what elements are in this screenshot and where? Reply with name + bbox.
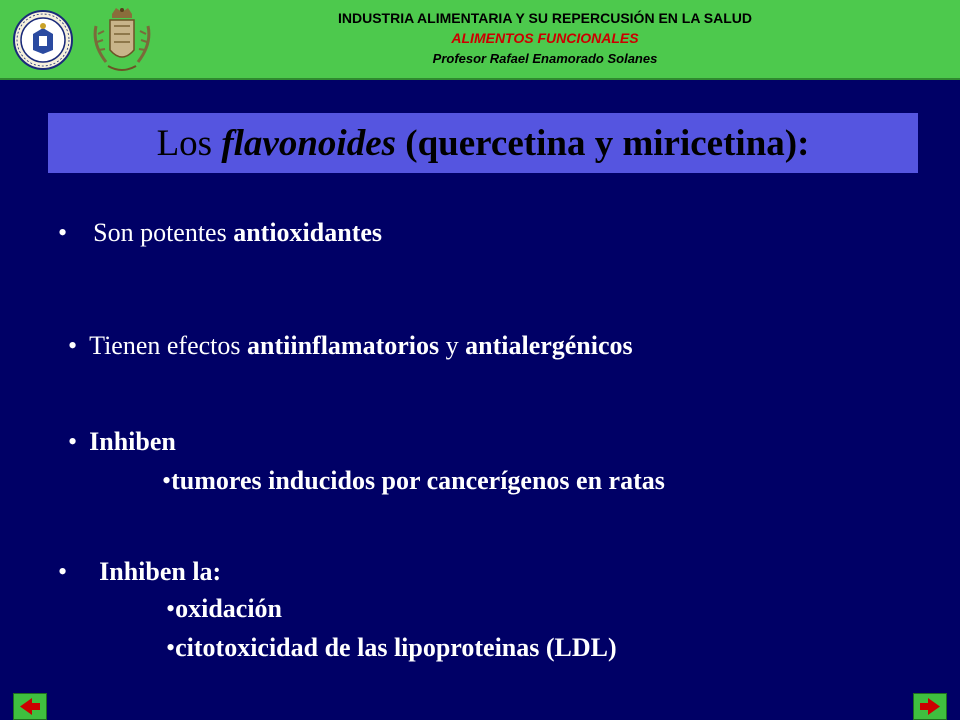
sub-bullet-citotoxicidad [166,633,617,663]
title-prefix: Los [156,123,222,164]
header-banner [0,0,960,80]
arrow-right-icon [914,694,946,719]
slide-title [48,113,918,173]
arrow-left-icon [14,694,46,719]
title-emphasis: flavonoides [221,123,397,164]
next-slide-button[interactable] [913,693,947,720]
bullet-icon: • [68,331,78,360]
bullet-item-antioxidantes [58,218,382,248]
title-band [48,113,918,173]
bullet-bold-text: antioxidantes [233,218,383,247]
course-subtitle: ALIMENTOS FUNCIONALES [451,30,639,46]
sub-bullet-text: tumores inducidos por cancerígenos en ratas [171,466,665,495]
course-title: INDUSTRIA ALIMENTARIA Y SU REPERCUSIÓN EN LA SALUD [337,10,753,26]
bullet-text: y [439,331,466,360]
sub-bullet-tumores [162,466,665,496]
bullet-item-inhiben-la [58,557,221,587]
bullet-item-inhiben [68,427,176,457]
sub-bullet-text: citotoxicidad de las lipoproteinas (LDL) [175,633,617,662]
bullet-text: Son potentes [93,218,234,247]
bullet-icon: • [68,427,78,456]
sub-bullet-text: oxidación [175,594,283,623]
bullet-icon: • [58,218,68,247]
previous-slide-button[interactable] [13,693,47,720]
bullet-heading: Inhiben la: [99,557,222,586]
bullet-bold-text: antiinflamatorios [247,331,440,360]
bullet-icon: • [162,466,172,495]
bullet-item-efectos [68,331,633,361]
title-rest: (quercetina y miricetina): [396,123,810,164]
bullet-icon: • [58,557,68,586]
bullet-icon: • [166,633,176,662]
sub-bullet-oxidacion [166,594,282,624]
bullet-text: Tienen efectos [89,331,248,360]
bullet-bold-text: antialergénicos [465,331,633,360]
bullet-icon: • [166,594,176,623]
bullet-heading: Inhiben [89,427,176,456]
professor-name: Profesor Rafael Enamorado Solanes [432,51,658,66]
